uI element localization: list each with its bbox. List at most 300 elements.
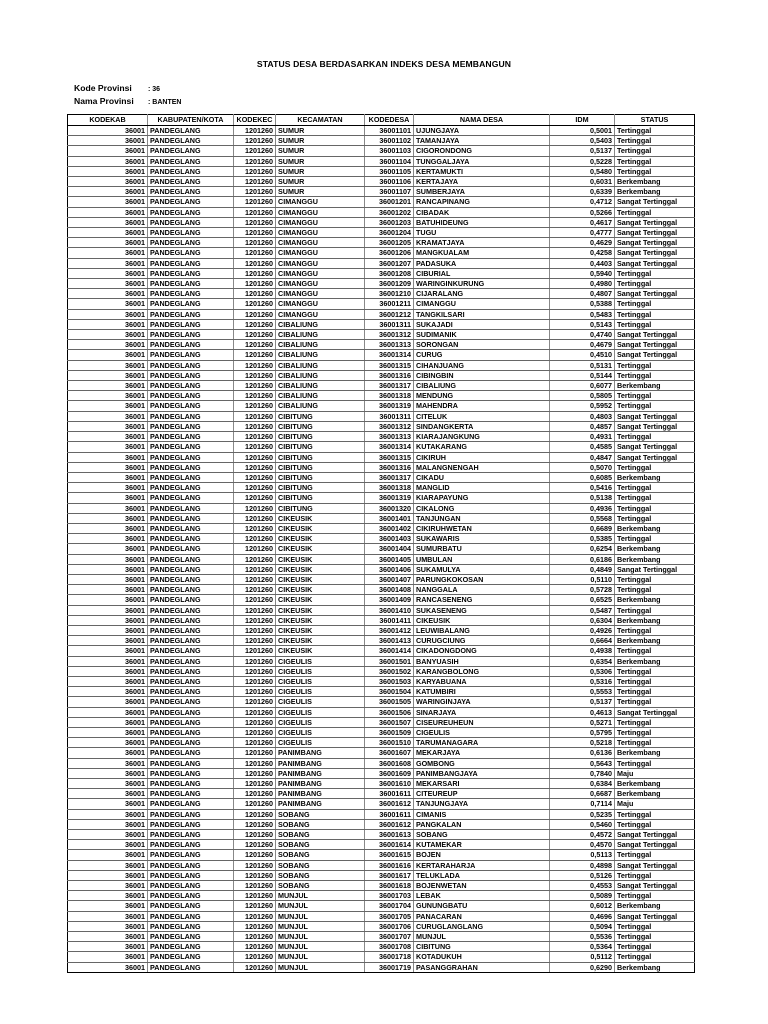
table-cell: 36001320 bbox=[365, 503, 414, 513]
table-cell: PANDEGLANG bbox=[148, 503, 234, 513]
table-cell: 36001 bbox=[68, 156, 148, 166]
table-cell: 36001 bbox=[68, 830, 148, 840]
table-cell: 0,5385 bbox=[550, 534, 615, 544]
table-row bbox=[68, 381, 695, 391]
table-cell: Tertinggal bbox=[615, 717, 695, 727]
table-cell: 1201260 bbox=[234, 483, 276, 493]
table-cell: 1201260 bbox=[234, 799, 276, 809]
table-cell: 0,5536 bbox=[550, 932, 615, 942]
table-cell: 36001 bbox=[68, 401, 148, 411]
table-cell: KOTADUKUH bbox=[414, 952, 550, 962]
table-cell: 1201260 bbox=[234, 228, 276, 238]
table-row bbox=[68, 442, 695, 452]
table-row bbox=[68, 523, 695, 533]
table-cell: Berkembang bbox=[615, 656, 695, 666]
table-cell: 36001101 bbox=[365, 126, 414, 136]
table-cell: 36001608 bbox=[365, 758, 414, 768]
table-cell: Tertinggal bbox=[615, 585, 695, 595]
table-cell: CIMANGGU bbox=[276, 207, 365, 217]
table-row bbox=[68, 503, 695, 513]
table-cell: CIKEUSIK bbox=[276, 585, 365, 595]
table-cell: CIBURIAL bbox=[414, 268, 550, 278]
table-cell: 0,6085 bbox=[550, 472, 615, 482]
table-cell: 36001 bbox=[68, 921, 148, 931]
table-cell: WARINGINKURUNG bbox=[414, 279, 550, 289]
table-cell: PANDEGLANG bbox=[148, 860, 234, 870]
table-cell: MUNJUL bbox=[276, 901, 365, 911]
table-cell: CIBALIUNG bbox=[276, 360, 365, 370]
table-cell: CIBITUNG bbox=[276, 452, 365, 462]
table-cell: NANGGALA bbox=[414, 585, 550, 595]
table-cell: Tertinggal bbox=[615, 870, 695, 880]
table-cell: Tertinggal bbox=[615, 136, 695, 146]
table-row bbox=[68, 421, 695, 431]
table-cell: 36001403 bbox=[365, 534, 414, 544]
table-cell: CIMANIS bbox=[414, 809, 550, 819]
table-cell: 36001507 bbox=[365, 717, 414, 727]
table-cell: 1201260 bbox=[234, 126, 276, 136]
table-cell: 36001312 bbox=[365, 421, 414, 431]
table-row bbox=[68, 625, 695, 635]
table-cell: PANDEGLANG bbox=[148, 523, 234, 533]
table-row bbox=[68, 564, 695, 574]
table-cell: WARINGINJAYA bbox=[414, 697, 550, 707]
table-cell: 36001 bbox=[68, 676, 148, 686]
table-cell: PANDEGLANG bbox=[148, 840, 234, 850]
table-cell: 36001314 bbox=[365, 442, 414, 452]
table-cell: 36001 bbox=[68, 962, 148, 972]
table-cell: Tertinggal bbox=[615, 462, 695, 472]
table-cell: CIBINGBIN bbox=[414, 370, 550, 380]
table-cell: 1201260 bbox=[234, 248, 276, 258]
table-cell: 36001 bbox=[68, 340, 148, 350]
table-cell: 36001 bbox=[68, 758, 148, 768]
table-cell: PANDEGLANG bbox=[148, 432, 234, 442]
table-cell: Sangat Tertinggal bbox=[615, 881, 695, 891]
table-row bbox=[68, 452, 695, 462]
table-cell: Tertinggal bbox=[615, 738, 695, 748]
table-cell: CIKEUSIK bbox=[276, 625, 365, 635]
nama-provinsi-label: Nama Provinsi bbox=[74, 96, 134, 106]
table-cell: 36001311 bbox=[365, 319, 414, 329]
table-cell: PANDEGLANG bbox=[148, 126, 234, 136]
table-cell: MUNJUL bbox=[276, 891, 365, 901]
table-cell: MUNJUL bbox=[276, 911, 365, 921]
table-cell: 1201260 bbox=[234, 574, 276, 584]
table-cell: 36001505 bbox=[365, 697, 414, 707]
table-cell: 0,4980 bbox=[550, 279, 615, 289]
table-cell: PANIMBANGJAYA bbox=[414, 768, 550, 778]
table-cell: Tertinggal bbox=[615, 146, 695, 156]
table-cell: 0,4570 bbox=[550, 840, 615, 850]
table-cell: PANDEGLANG bbox=[148, 493, 234, 503]
table-cell: 36001 bbox=[68, 370, 148, 380]
table-cell: Tertinggal bbox=[615, 932, 695, 942]
table-cell: 1201260 bbox=[234, 819, 276, 829]
table-cell: PANDEGLANG bbox=[148, 850, 234, 860]
table-cell: PANDEGLANG bbox=[148, 340, 234, 350]
table-row bbox=[68, 350, 695, 360]
table-cell: 36001 bbox=[68, 605, 148, 615]
table-row bbox=[68, 319, 695, 329]
table-row bbox=[68, 932, 695, 942]
table-cell: 36001 bbox=[68, 360, 148, 370]
table-cell: 36001 bbox=[68, 187, 148, 197]
table-cell: CIBALIUNG bbox=[276, 350, 365, 360]
table-cell: 36001 bbox=[68, 585, 148, 595]
table-cell: Tertinggal bbox=[615, 921, 695, 931]
table-cell: RANCASENENG bbox=[414, 595, 550, 605]
table-cell: 1201260 bbox=[234, 891, 276, 901]
table-cell: CIGEULIS bbox=[414, 727, 550, 737]
table-cell: 36001 bbox=[68, 911, 148, 921]
table-cell: PANDEGLANG bbox=[148, 564, 234, 574]
table-cell: 1201260 bbox=[234, 789, 276, 799]
table-cell: Tertinggal bbox=[615, 166, 695, 176]
table-cell: 36001106 bbox=[365, 177, 414, 187]
table-cell: PANDEGLANG bbox=[148, 289, 234, 299]
column-header: KECAMATAN bbox=[276, 115, 365, 126]
table-cell: 36001 bbox=[68, 860, 148, 870]
column-header: IDM bbox=[550, 115, 615, 126]
table-cell: CIBALIUNG bbox=[276, 391, 365, 401]
nama-provinsi-value: : BANTEN bbox=[148, 99, 182, 106]
table-cell: 0,4849 bbox=[550, 564, 615, 574]
table-cell: PANDEGLANG bbox=[148, 636, 234, 646]
table-row bbox=[68, 228, 695, 238]
table-cell: 1201260 bbox=[234, 625, 276, 635]
table-cell: 36001402 bbox=[365, 523, 414, 533]
table-cell: PANDEGLANG bbox=[148, 962, 234, 972]
table-cell: 36001 bbox=[68, 666, 148, 676]
table-cell: CIBALIUNG bbox=[276, 319, 365, 329]
table-cell: 1201260 bbox=[234, 370, 276, 380]
table-cell: PANIMBANG bbox=[276, 748, 365, 758]
table-cell: Berkembang bbox=[615, 748, 695, 758]
table-cell: 0,4807 bbox=[550, 289, 615, 299]
table-cell: Berkembang bbox=[615, 789, 695, 799]
table-row bbox=[68, 779, 695, 789]
table-cell: 1201260 bbox=[234, 748, 276, 758]
table-cell: 0,5952 bbox=[550, 401, 615, 411]
table-cell: 1201260 bbox=[234, 656, 276, 666]
table-cell: 36001209 bbox=[365, 279, 414, 289]
table-row bbox=[68, 615, 695, 625]
table-cell: 36001 bbox=[68, 544, 148, 554]
table-cell: CIKEUSIK bbox=[276, 636, 365, 646]
table-cell: CIBITUNG bbox=[276, 503, 365, 513]
table-cell: PANDEGLANG bbox=[148, 779, 234, 789]
table-cell: PANDEGLANG bbox=[148, 717, 234, 727]
table-row bbox=[68, 646, 695, 656]
table-cell: 0,5138 bbox=[550, 493, 615, 503]
table-cell: 36001 bbox=[68, 432, 148, 442]
table-cell: CIKEUSIK bbox=[276, 646, 365, 656]
table-cell: CIBITUNG bbox=[276, 442, 365, 452]
table-cell: Berkembang bbox=[615, 901, 695, 911]
table-cell: 1201260 bbox=[234, 687, 276, 697]
table-cell: TAMANJAYA bbox=[414, 136, 550, 146]
table-cell: SOBANG bbox=[276, 850, 365, 860]
table-cell: Tertinggal bbox=[615, 156, 695, 166]
kode-provinsi-value: : 36 bbox=[148, 86, 161, 93]
table-cell: 1201260 bbox=[234, 768, 276, 778]
table-cell: PANDEGLANG bbox=[148, 809, 234, 819]
table-cell: 1201260 bbox=[234, 727, 276, 737]
table-cell: 0,5110 bbox=[550, 574, 615, 584]
table-cell: 36001202 bbox=[365, 207, 414, 217]
table-cell: 36001 bbox=[68, 738, 148, 748]
table-cell: CIKEUSIK bbox=[276, 534, 365, 544]
table-cell: 1201260 bbox=[234, 421, 276, 431]
table-row bbox=[68, 370, 695, 380]
table-row bbox=[68, 768, 695, 778]
table-cell: Sangat Tertinggal bbox=[615, 564, 695, 574]
table-cell: Tertinggal bbox=[615, 727, 695, 737]
table-cell: 36001313 bbox=[365, 340, 414, 350]
table-cell: PANDEGLANG bbox=[148, 268, 234, 278]
table-cell: 0,6354 bbox=[550, 656, 615, 666]
table-row bbox=[68, 340, 695, 350]
table-cell: CIMANGGU bbox=[276, 268, 365, 278]
column-header: KODEKEC bbox=[234, 115, 276, 126]
table-cell: 1201260 bbox=[234, 166, 276, 176]
table-cell: Tertinggal bbox=[615, 207, 695, 217]
table-cell: PANDEGLANG bbox=[148, 881, 234, 891]
table-cell: 36001 bbox=[68, 268, 148, 278]
table-cell: 36001 bbox=[68, 258, 148, 268]
table-cell: CIBITUNG bbox=[276, 483, 365, 493]
table-cell: CURUG bbox=[414, 350, 550, 360]
table-cell: 0,5113 bbox=[550, 850, 615, 860]
table-cell: PANDEGLANG bbox=[148, 370, 234, 380]
table-cell: CIKIRUHWETAN bbox=[414, 523, 550, 533]
table-cell: Tertinggal bbox=[615, 279, 695, 289]
table-cell: SOBANG bbox=[276, 809, 365, 819]
table-cell: 36001 bbox=[68, 248, 148, 258]
table-cell: 1201260 bbox=[234, 391, 276, 401]
table-row bbox=[68, 126, 695, 136]
table-cell: 1201260 bbox=[234, 279, 276, 289]
table-cell: 1201260 bbox=[234, 350, 276, 360]
table-cell: Tertinggal bbox=[615, 666, 695, 676]
table-cell: Tertinggal bbox=[615, 819, 695, 829]
table-cell: CIGEULIS bbox=[276, 687, 365, 697]
table-cell: 36001 bbox=[68, 503, 148, 513]
table-row bbox=[68, 360, 695, 370]
table-cell: PANDEGLANG bbox=[148, 687, 234, 697]
table-cell: 0,4629 bbox=[550, 238, 615, 248]
table-cell: KERTAJAYA bbox=[414, 177, 550, 187]
table-cell: 36001613 bbox=[365, 830, 414, 840]
table-cell: 1201260 bbox=[234, 809, 276, 819]
table-row bbox=[68, 289, 695, 299]
table-row bbox=[68, 799, 695, 809]
table-cell: 0,4740 bbox=[550, 330, 615, 340]
table-row bbox=[68, 819, 695, 829]
table-cell: CIKEUSIK bbox=[276, 574, 365, 584]
table-cell: PANDEGLANG bbox=[148, 330, 234, 340]
table-cell: CIGEULIS bbox=[276, 697, 365, 707]
table-row bbox=[68, 697, 695, 707]
table-cell: 1201260 bbox=[234, 452, 276, 462]
table-cell: 36001410 bbox=[365, 605, 414, 615]
table-cell: 0,5266 bbox=[550, 207, 615, 217]
table-row bbox=[68, 136, 695, 146]
table-cell: 36001719 bbox=[365, 962, 414, 972]
table-body bbox=[68, 126, 695, 973]
table-cell: TARUMANAGARA bbox=[414, 738, 550, 748]
table-cell: PANIMBANG bbox=[276, 768, 365, 778]
table-cell: MANGKUALAM bbox=[414, 248, 550, 258]
table-row bbox=[68, 840, 695, 850]
table-cell: PANDEGLANG bbox=[148, 391, 234, 401]
table-cell: 1201260 bbox=[234, 401, 276, 411]
table-cell: 36001 bbox=[68, 534, 148, 544]
table-cell: 36001502 bbox=[365, 666, 414, 676]
table-row bbox=[68, 738, 695, 748]
table-cell: CIKEUSIK bbox=[276, 595, 365, 605]
table-row bbox=[68, 534, 695, 544]
table-row bbox=[68, 156, 695, 166]
table-cell: Tertinggal bbox=[615, 513, 695, 523]
table-cell: RANCAPINANG bbox=[414, 197, 550, 207]
table-cell: 36001 bbox=[68, 217, 148, 227]
table-cell: 36001 bbox=[68, 289, 148, 299]
table-row bbox=[68, 850, 695, 860]
table-cell: PANACARAN bbox=[414, 911, 550, 921]
table-row bbox=[68, 676, 695, 686]
table-cell: MEKARJAYA bbox=[414, 748, 550, 758]
table-cell: CIMANGGU bbox=[276, 309, 365, 319]
table-cell: PANDEGLANG bbox=[148, 727, 234, 737]
table-cell: 1201260 bbox=[234, 942, 276, 952]
table-cell: PANDEGLANG bbox=[148, 554, 234, 564]
column-header: KABUPATEN/KOTA bbox=[148, 115, 234, 126]
table-cell: CIBALIUNG bbox=[276, 401, 365, 411]
table-cell: 1201260 bbox=[234, 717, 276, 727]
table-row bbox=[68, 513, 695, 523]
table-cell: 0,6304 bbox=[550, 615, 615, 625]
table-cell: 36001708 bbox=[365, 942, 414, 952]
table-row bbox=[68, 687, 695, 697]
table-cell: UMBULAN bbox=[414, 554, 550, 564]
table-cell: Sangat Tertinggal bbox=[615, 228, 695, 238]
table-cell: CIBADAK bbox=[414, 207, 550, 217]
table-row bbox=[68, 544, 695, 554]
table-cell: MUNJUL bbox=[276, 952, 365, 962]
table-cell: TUGU bbox=[414, 228, 550, 238]
table-cell: 36001406 bbox=[365, 564, 414, 574]
table-cell: PANDEGLANG bbox=[148, 472, 234, 482]
table-row bbox=[68, 177, 695, 187]
table-cell: Tertinggal bbox=[615, 503, 695, 513]
table-cell: PANDEGLANG bbox=[148, 952, 234, 962]
table-cell: PANDEGLANG bbox=[148, 615, 234, 625]
table-cell: 1201260 bbox=[234, 779, 276, 789]
table-cell: 36001 bbox=[68, 574, 148, 584]
table-row bbox=[68, 472, 695, 482]
table-cell: 0,4857 bbox=[550, 421, 615, 431]
table-cell: 1201260 bbox=[234, 697, 276, 707]
table-cell: 0,5001 bbox=[550, 126, 615, 136]
table-cell: 36001 bbox=[68, 319, 148, 329]
table-cell: 0,4931 bbox=[550, 432, 615, 442]
table-cell: 36001611 bbox=[365, 809, 414, 819]
table-cell: CIBALIUNG bbox=[414, 381, 550, 391]
table-cell: CIBITUNG bbox=[414, 942, 550, 952]
table-row bbox=[68, 146, 695, 156]
table-cell: 1201260 bbox=[234, 360, 276, 370]
table-cell: TUNGGALJAYA bbox=[414, 156, 550, 166]
table-cell: 0,5940 bbox=[550, 268, 615, 278]
table-cell: PANDEGLANG bbox=[148, 156, 234, 166]
table-cell: 36001 bbox=[68, 687, 148, 697]
table-cell: PANDEGLANG bbox=[148, 605, 234, 615]
table-cell: 36001 bbox=[68, 421, 148, 431]
table-cell: 1201260 bbox=[234, 830, 276, 840]
table-cell: 0,5460 bbox=[550, 819, 615, 829]
table-cell: Berkembang bbox=[615, 595, 695, 605]
table-cell: PANDEGLANG bbox=[148, 891, 234, 901]
table-cell: CIBALIUNG bbox=[276, 330, 365, 340]
table-cell: PANDEGLANG bbox=[148, 166, 234, 176]
table-cell: 0,6290 bbox=[550, 962, 615, 972]
table-cell: CIMANGGU bbox=[276, 238, 365, 248]
table-cell: 0,6031 bbox=[550, 177, 615, 187]
table-cell: TANJUNGAN bbox=[414, 513, 550, 523]
table-cell: 0,6339 bbox=[550, 187, 615, 197]
table-cell: BANYUASIH bbox=[414, 656, 550, 666]
table-cell: 36001 bbox=[68, 707, 148, 717]
table-cell: SUKAMULYA bbox=[414, 564, 550, 574]
table-cell: CIGEULIS bbox=[276, 656, 365, 666]
table-cell: 36001612 bbox=[365, 799, 414, 809]
table-cell: PANDEGLANG bbox=[148, 768, 234, 778]
table-cell: SINARJAYA bbox=[414, 707, 550, 717]
table-cell: 1201260 bbox=[234, 962, 276, 972]
table-cell: PANIMBANG bbox=[276, 758, 365, 768]
table-cell: 36001316 bbox=[365, 370, 414, 380]
table-row bbox=[68, 830, 695, 840]
table-cell: CITEUREUP bbox=[414, 789, 550, 799]
table-cell: 36001706 bbox=[365, 921, 414, 931]
table-cell: 0,5094 bbox=[550, 921, 615, 931]
table-cell: 0,5553 bbox=[550, 687, 615, 697]
table-cell: 0,4847 bbox=[550, 452, 615, 462]
table-cell: MUNJUL bbox=[276, 942, 365, 952]
table-cell: 36001203 bbox=[365, 217, 414, 227]
table-cell: Sangat Tertinggal bbox=[615, 238, 695, 248]
table-row bbox=[68, 207, 695, 217]
table-cell: TANGKILSARI bbox=[414, 309, 550, 319]
table-cell: PANDEGLANG bbox=[148, 799, 234, 809]
table-cell: PANDEGLANG bbox=[148, 228, 234, 238]
table-cell: 1201260 bbox=[234, 952, 276, 962]
table-cell: 0,4696 bbox=[550, 911, 615, 921]
table-cell: 36001401 bbox=[365, 513, 414, 523]
table-cell: 36001504 bbox=[365, 687, 414, 697]
table-cell: 36001 bbox=[68, 309, 148, 319]
table-row bbox=[68, 391, 695, 401]
table-cell: PANDEGLANG bbox=[148, 697, 234, 707]
table-cell: 36001412 bbox=[365, 625, 414, 635]
table-cell: Tertinggal bbox=[615, 483, 695, 493]
table-cell: 36001 bbox=[68, 942, 148, 952]
table-cell: Tertinggal bbox=[615, 432, 695, 442]
table-cell: 36001 bbox=[68, 595, 148, 605]
table-cell: 36001 bbox=[68, 932, 148, 942]
